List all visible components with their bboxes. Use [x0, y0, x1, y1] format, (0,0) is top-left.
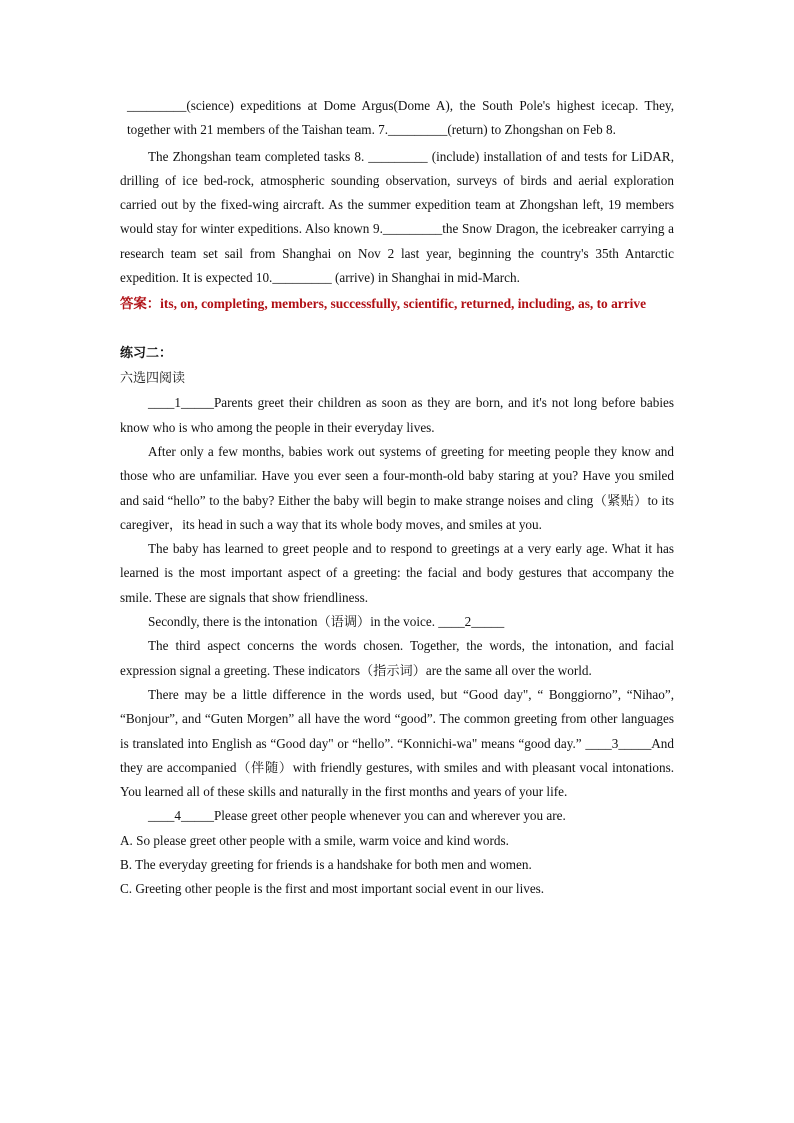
passage-paragraph-7: ____4_____Please greet other people whenever you can and wherever you are. [148, 808, 566, 824]
answer-key [120, 292, 674, 317]
passage-paragraph-3: The baby has learned to greet people and to respond to greetings at a very early age. What it has learned is the most important aspect of a greeting: the facial and body gestures that accompany the smile. These are signals that show friendliness. [120, 541, 674, 605]
answer-label: 答案： [120, 297, 161, 313]
answer-text: its, on, completing, members, successfully, scientific, returned, including, as, to arrive [160, 296, 647, 312]
exercise2-subtitle: 六选四阅读 [120, 371, 186, 387]
passage-paragraph-6: There may be a little difference in the words used, but “Good day", “ Bonggiorno”, “Nihao”, “Bonjour”, and “Guten Morgen” all have the word “good”. The common greeting from other languages is translated into English as “Good day" or “hello”. “Konnichi-wa" means “good day.” ____3_____And they are accompanied（伴随）with friendly gestures, with smiles and with pleasant vocal intonations. You learned all of these skills and naturally in the first months and years of your life. [120, 686, 674, 800]
option-a: A. So please greet other people with a smile, warm voice and kind words. [120, 832, 509, 848]
passage-paragraph-1: ____1_____Parents greet their children as soon as they are born, and it's not long before babies know who is who among the people in their everyday lives. [120, 395, 674, 435]
exercise2-title: 练习二： [120, 346, 173, 362]
option-b: B. The everyday greeting for friends is a handshake for both men and women. [120, 857, 532, 873]
option-c: C. Greeting other people is the first and most important social event in our lives. [120, 881, 545, 897]
exercise1-continuation: _________(science) expeditions at Dome Argus(Dome A), the South Pole's highest icecap. They, together with 21 members of the Taishan team. 7._________(return) to Zhongshan on Feb 8. [127, 98, 674, 138]
exercise1-paragraph: The Zhongshan team completed tasks 8. _________ (include) installation of and tests for LiDAR, drilling of ice bed-rock, atmospheric sounding observation, surveys of birds and aerial exploration carried out by the fixed-wing aircraft. As the summer expedition team at Zhongshan left, 19 members would stay for winter expeditions. Also known 9._________the Snow Dragon, the icebreaker carrying a research team set sail from Shanghai on Nov 2 last year, beginning the country's 35th Antarctic expedition. It is expected 10._________ (arrive) in Shanghai in mid-March. [120, 148, 674, 286]
page-content [120, 94, 674, 902]
passage-paragraph-2: After only a few months, babies work out systems of greeting for meeting people they know and those who are unfamiliar. Have you ever seen a four-month-old baby staring at you? Have you smiled and said “hello” to the baby? Either the baby will begin to make strange noises and cling（紧贴）to its caregiver，its head in such a way that its whole body moves, and smiles at you. [120, 443, 674, 532]
passage-paragraph-4: Secondly, there is the intonation（语调）in the voice. ____2_____ [148, 614, 505, 630]
passage-paragraph-5: The third aspect concerns the words chosen. Together, the words, the intonation, and facial expression signal a greeting. These indicators（指示词）are the same all over the world. [120, 638, 674, 678]
